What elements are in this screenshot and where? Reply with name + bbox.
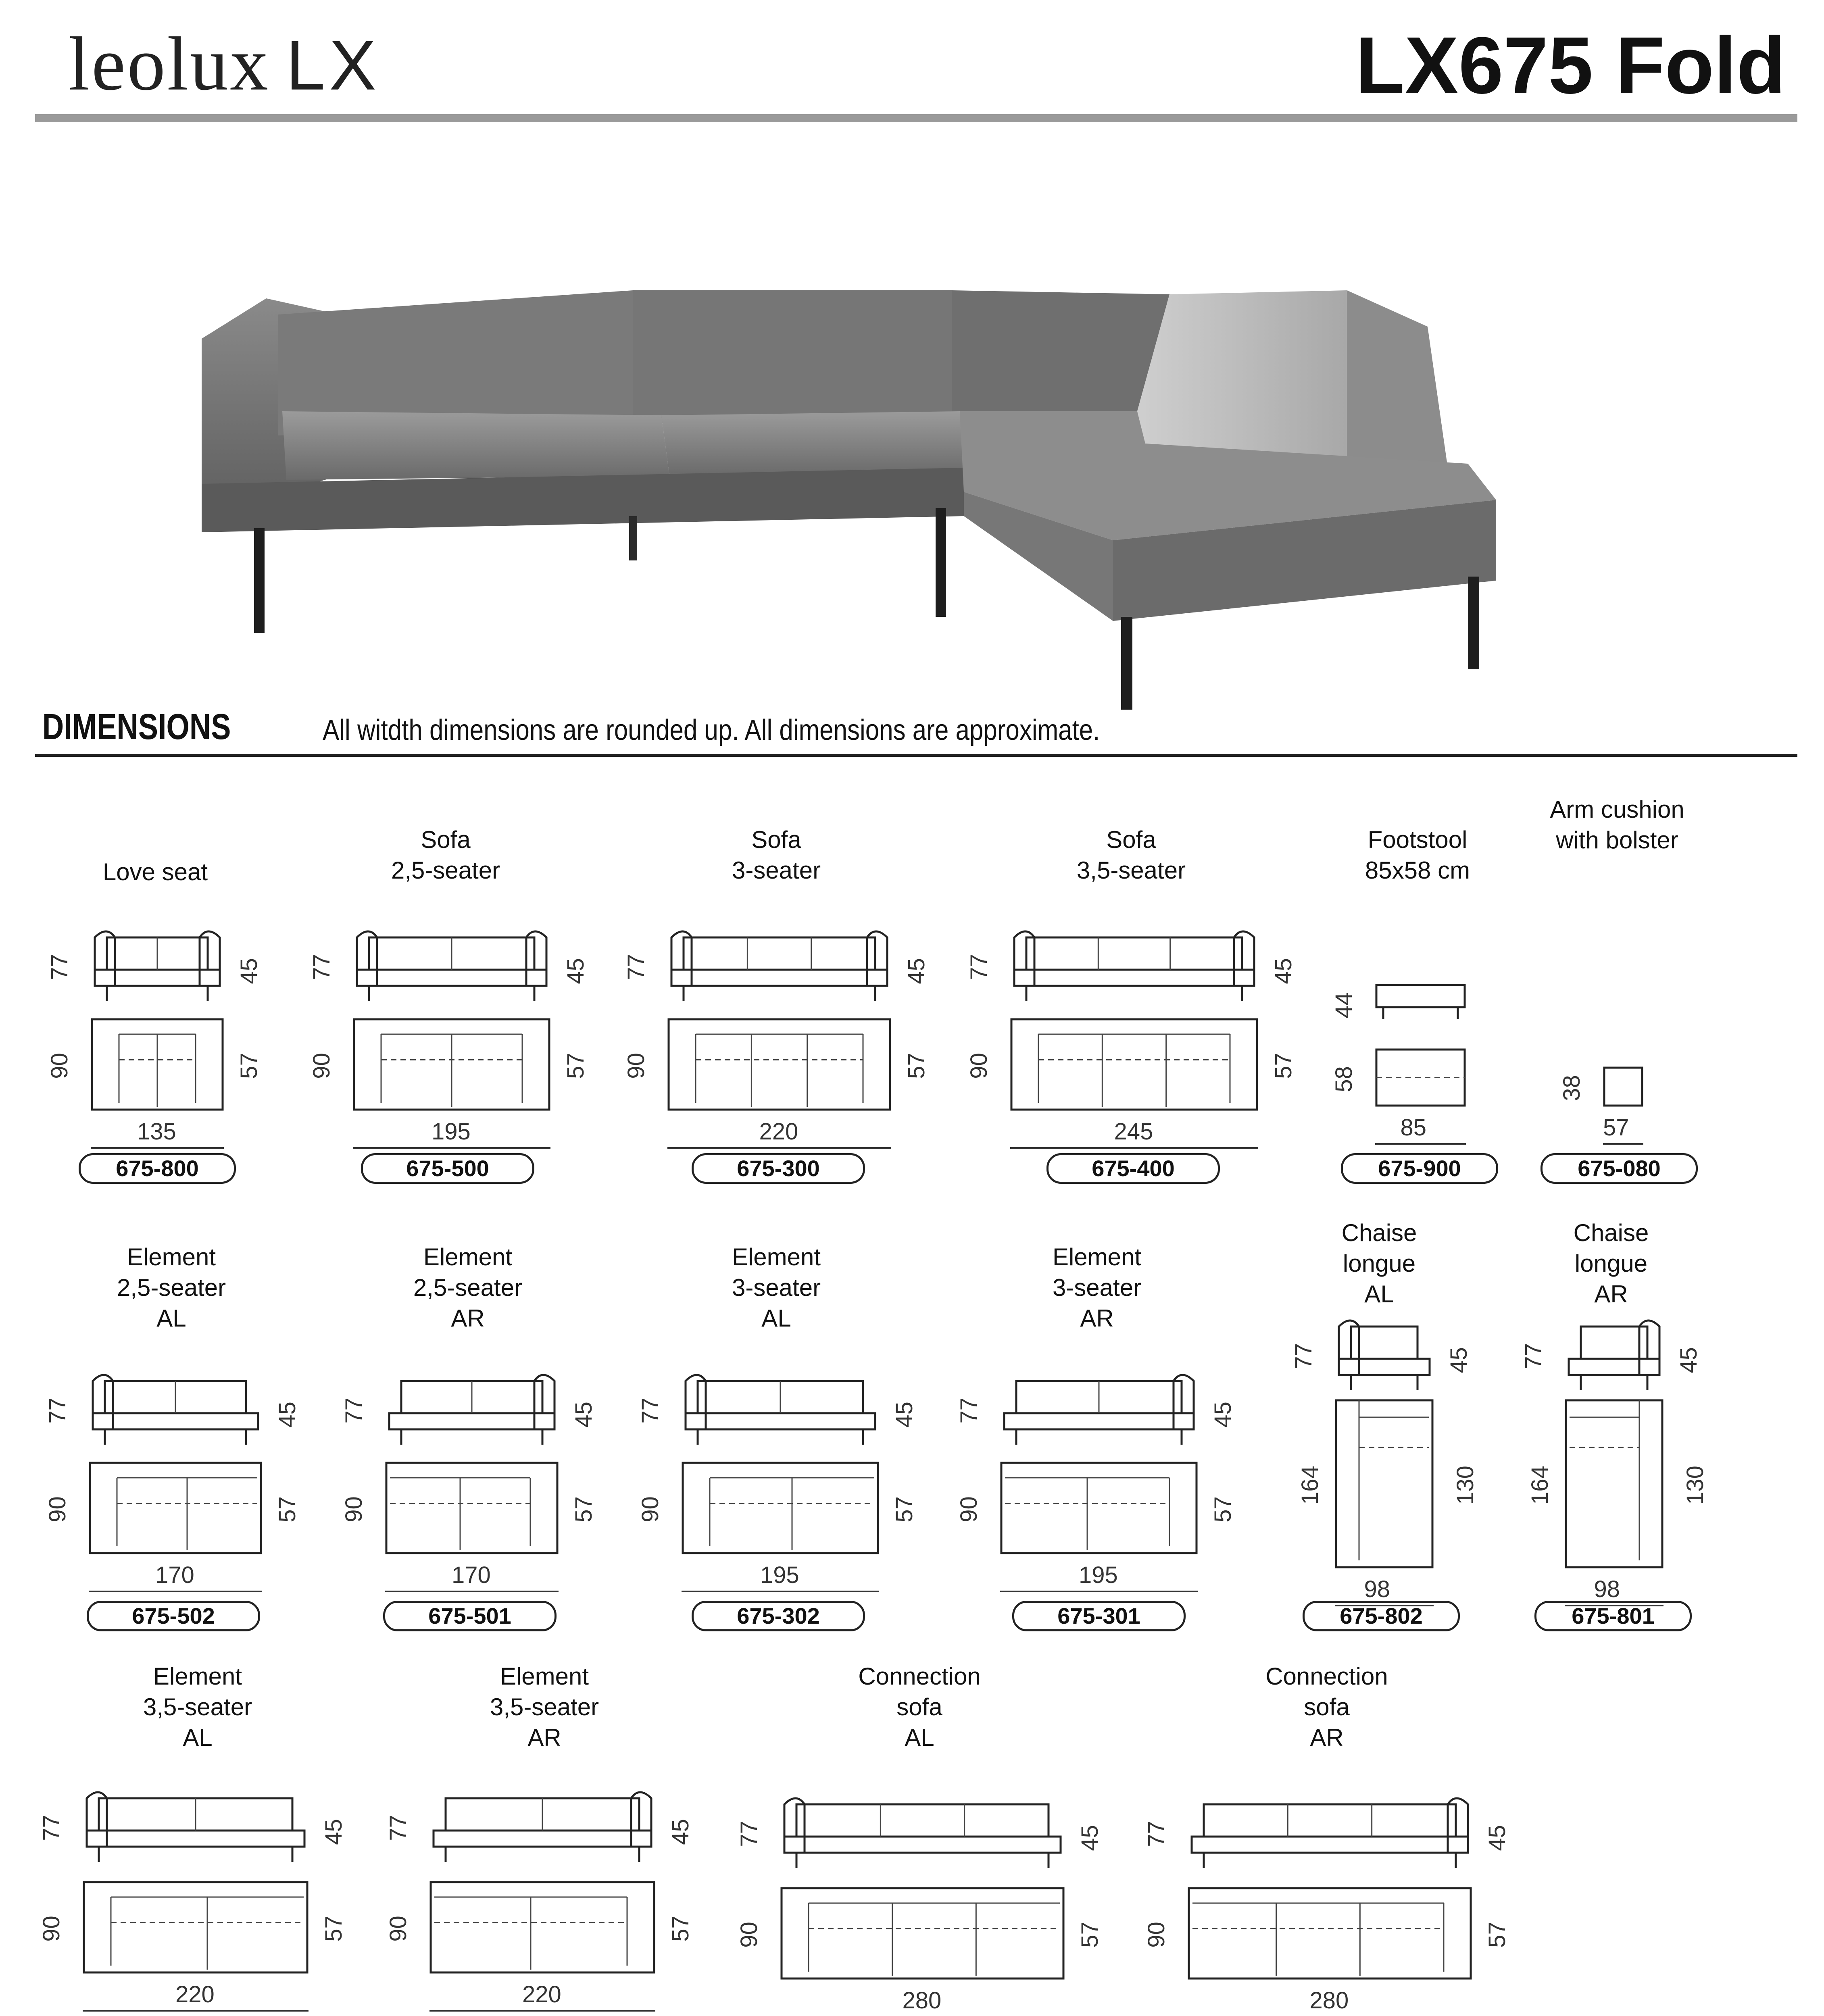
depth-label: 164 — [1297, 1466, 1323, 1505]
item-caption-line: Element — [153, 1663, 242, 1690]
article-code-badge: 675-500 — [361, 1153, 534, 1184]
seat-height-label: 45 — [903, 958, 930, 984]
seat-depth-label: 57 — [1076, 1922, 1103, 1948]
width-label: 195 — [432, 1118, 471, 1145]
brand-mark: LX — [286, 26, 380, 105]
item-caption-line: AR — [1594, 1281, 1628, 1308]
depth-label: 58 — [1330, 1066, 1357, 1092]
width-dimension-line — [667, 1147, 891, 1149]
item-caption-line: 3-seater — [732, 1274, 821, 1301]
top-plan-drawing — [682, 1462, 879, 1554]
front-elevation-drawing — [91, 925, 224, 1002]
width-label: 245 — [1114, 1118, 1153, 1145]
item-caption-line: Element — [500, 1663, 589, 1690]
seat-height-label: 45 — [562, 958, 589, 984]
top-plan-drawing — [89, 1462, 262, 1554]
width-dimension-line — [353, 1147, 550, 1149]
article-code-badge: 675-900 — [1341, 1153, 1498, 1184]
front-elevation-drawing — [682, 1369, 879, 1445]
width-label: 220 — [759, 1118, 798, 1145]
width-label: 170 — [155, 1562, 194, 1588]
height-label: 77 — [623, 954, 649, 980]
item-caption-line: sofa — [1304, 1693, 1350, 1720]
depth-label: 90 — [308, 1053, 335, 1079]
top-plan-drawing — [91, 1018, 224, 1111]
item-caption — [1365, 825, 1470, 886]
item-caption — [1265, 1661, 1388, 1753]
depth-label: 90 — [385, 1916, 411, 1942]
brand-logo — [69, 20, 380, 108]
height-label: 77 — [955, 1397, 982, 1424]
width-label: 220 — [522, 1981, 561, 2008]
item-caption — [490, 1661, 599, 1753]
top-plan-drawing — [83, 1881, 309, 1974]
item-caption-line: 3,5-seater — [490, 1693, 599, 1720]
width-dimension-line — [83, 2010, 309, 2012]
width-dimension-line — [91, 1147, 224, 1149]
footstool-elevation-drawing — [1375, 984, 1466, 1020]
depth-label: 38 — [1558, 1075, 1585, 1101]
arm-cushion-plan-drawing — [1603, 1066, 1643, 1107]
depth-label: 90 — [955, 1496, 982, 1522]
width-label: 98 — [1364, 1576, 1390, 1602]
height-label: 44 — [1330, 992, 1357, 1018]
article-code-badge: 675-080 — [1540, 1153, 1698, 1184]
seat-height-label: 45 — [1445, 1347, 1472, 1373]
item-caption-line: Connection — [858, 1663, 981, 1690]
seat-height-label: 45 — [236, 958, 262, 984]
seat-depth-label: 57 — [1484, 1922, 1510, 1948]
item-caption-line: AL — [183, 1724, 213, 1751]
width-label: 280 — [902, 1987, 942, 2014]
height-label: 77 — [965, 954, 992, 980]
item-caption — [858, 1661, 981, 1753]
height-label: 77 — [1290, 1343, 1317, 1369]
item-caption-line: AL — [905, 1724, 934, 1751]
item-caption-line: 2,5-seater — [391, 857, 500, 884]
item-caption-line: Love seat — [102, 858, 208, 885]
width-dimension-line — [1603, 1143, 1643, 1145]
depth-label: 90 — [46, 1053, 73, 1079]
brand-name: leolux — [69, 22, 270, 106]
item-caption-line: 2,5-seater — [117, 1274, 226, 1301]
height-label: 77 — [46, 954, 73, 980]
depth-label: 90 — [637, 1496, 663, 1522]
front-elevation-drawing — [1188, 1792, 1472, 1869]
item-caption-line: AL — [156, 1305, 186, 1332]
front-elevation-drawing — [429, 1786, 655, 1863]
item-caption-line: AL — [1364, 1281, 1394, 1308]
seat-depth-label: 130 — [1682, 1466, 1708, 1505]
item-caption — [1574, 1218, 1649, 1310]
item-caption — [143, 1661, 252, 1753]
height-label: 77 — [1143, 1821, 1169, 1847]
item-caption — [732, 1242, 821, 1334]
width-dimension-line — [682, 1591, 879, 1592]
seat-height-label: 45 — [1209, 1402, 1236, 1428]
article-code-badge: 675-802 — [1303, 1601, 1460, 1631]
depth-label: 90 — [965, 1053, 992, 1079]
item-caption-line: 3,5-seater — [1076, 857, 1186, 884]
width-dimension-line — [385, 1591, 559, 1592]
seat-depth-label: 57 — [274, 1496, 300, 1522]
item-caption-line: 3-seater — [1052, 1274, 1142, 1301]
item-caption-line: AR — [527, 1724, 561, 1751]
width-label: 195 — [760, 1562, 799, 1588]
item-caption-line: Element — [127, 1243, 216, 1270]
height-label: 77 — [385, 1815, 411, 1841]
width-label: 57 — [1603, 1114, 1629, 1141]
seat-depth-label: 57 — [1270, 1053, 1297, 1079]
item-caption — [103, 857, 208, 887]
header-divider — [35, 114, 1797, 122]
item-caption — [413, 1242, 522, 1334]
width-label: 85 — [1400, 1114, 1427, 1141]
item-caption-line: Element — [732, 1243, 821, 1270]
width-label: 280 — [1309, 1987, 1349, 2014]
height-label: 77 — [308, 954, 335, 980]
item-caption-line: Arm cushion — [1550, 796, 1684, 823]
item-caption-line: Connection — [1265, 1663, 1388, 1690]
article-code-badge: 675-801 — [1534, 1601, 1692, 1631]
width-dimension-line — [1375, 1143, 1466, 1145]
seat-height-label: 45 — [1484, 1825, 1510, 1851]
article-code-badge: 675-502 — [87, 1601, 260, 1631]
product-title: LX675 Fold — [1355, 21, 1786, 110]
seat-depth-label: 57 — [236, 1053, 262, 1079]
article-code-badge: 675-300 — [692, 1153, 865, 1184]
seat-height-label: 45 — [274, 1402, 300, 1428]
article-code-badge: 675-301 — [1012, 1601, 1186, 1631]
item-caption — [1550, 794, 1684, 856]
height-label: 77 — [340, 1397, 367, 1424]
depth-label: 90 — [38, 1916, 65, 1942]
top-plan-drawing — [1010, 1018, 1258, 1111]
seat-depth-label: 57 — [570, 1496, 597, 1522]
height-label: 77 — [1520, 1343, 1547, 1369]
width-label: 98 — [1594, 1576, 1620, 1602]
height-label: 77 — [44, 1397, 71, 1424]
front-elevation-drawing — [1010, 925, 1258, 1002]
seat-height-label: 45 — [1076, 1825, 1103, 1851]
depth-label: 90 — [736, 1922, 762, 1948]
item-caption-line: 3,5-seater — [143, 1693, 252, 1720]
seat-height-label: 45 — [667, 1819, 694, 1845]
width-dimension-line — [429, 2010, 655, 2012]
sofa-photo — [186, 290, 1557, 714]
top-plan-drawing — [385, 1462, 559, 1554]
front-elevation-drawing — [667, 925, 891, 1002]
seat-height-label: 45 — [891, 1402, 917, 1428]
item-caption-line: 2,5-seater — [413, 1274, 523, 1301]
width-dimension-line — [1000, 1591, 1198, 1592]
width-label: 135 — [137, 1118, 176, 1145]
item-caption — [391, 825, 500, 886]
height-label: 77 — [38, 1815, 65, 1841]
dimensions-divider — [35, 754, 1797, 757]
article-code-badge: 675-800 — [79, 1153, 236, 1184]
item-caption-line: Sofa — [751, 826, 801, 853]
item-caption-line: AR — [451, 1305, 485, 1332]
seat-depth-label: 57 — [903, 1053, 930, 1079]
seat-depth-label: 57 — [562, 1053, 589, 1079]
item-caption-line: Element — [423, 1243, 513, 1270]
item-caption — [732, 825, 821, 886]
top-plan-drawing — [429, 1881, 655, 1974]
item-caption-line: AL — [761, 1305, 791, 1332]
width-dimension-line — [1010, 1147, 1258, 1149]
chaise-plan-drawing — [1565, 1399, 1663, 1568]
front-elevation-drawing — [1565, 1314, 1663, 1391]
item-caption-line: with bolster — [1556, 827, 1678, 854]
seat-depth-label: 57 — [1209, 1496, 1236, 1522]
front-elevation-drawing — [1335, 1314, 1434, 1391]
front-elevation-drawing — [1000, 1369, 1198, 1445]
height-label: 77 — [637, 1397, 663, 1424]
footstool-plan-drawing — [1375, 1048, 1466, 1107]
seat-height-label: 45 — [1675, 1347, 1702, 1373]
depth-label: 90 — [623, 1053, 649, 1079]
height-label: 77 — [736, 1821, 762, 1847]
item-caption-line: longue — [1574, 1250, 1648, 1277]
item-caption-line: longue — [1342, 1250, 1416, 1277]
item-caption — [1053, 1242, 1141, 1334]
width-label: 220 — [175, 1981, 215, 2008]
width-label: 195 — [1079, 1562, 1118, 1588]
seat-depth-label: 130 — [1452, 1466, 1478, 1505]
seat-depth-label: 57 — [667, 1916, 694, 1942]
article-code-badge: 675-501 — [383, 1601, 557, 1631]
item-caption-line: Footstool — [1367, 826, 1468, 853]
item-caption-line: Chaise — [1341, 1219, 1417, 1246]
seat-height-label: 45 — [320, 1819, 347, 1845]
depth-label: 90 — [340, 1496, 367, 1522]
seat-depth-label: 57 — [320, 1916, 347, 1942]
front-elevation-drawing — [353, 925, 550, 1002]
depth-label: 164 — [1526, 1466, 1553, 1505]
article-code-badge: 675-400 — [1046, 1153, 1220, 1184]
front-elevation-drawing — [89, 1369, 262, 1445]
width-dimension-line — [89, 1591, 262, 1592]
seat-height-label: 45 — [570, 1402, 597, 1428]
article-code-badge: 675-302 — [692, 1601, 865, 1631]
item-caption-line: 3-seater — [732, 857, 821, 884]
item-caption-line: Chaise — [1573, 1219, 1649, 1246]
top-plan-drawing — [353, 1018, 550, 1111]
item-caption-line: sofa — [896, 1693, 942, 1720]
depth-label: 90 — [44, 1496, 71, 1522]
front-elevation-drawing — [385, 1369, 559, 1445]
chaise-plan-drawing — [1335, 1399, 1434, 1568]
item-caption-line: Element — [1052, 1243, 1142, 1270]
seat-height-label: 45 — [1270, 958, 1297, 984]
dimensions-heading: DIMENSIONS — [42, 707, 231, 747]
width-label: 170 — [452, 1562, 491, 1588]
item-caption — [1342, 1218, 1417, 1310]
item-caption-line: 85x58 cm — [1365, 857, 1470, 884]
seat-depth-label: 57 — [891, 1496, 917, 1522]
dimensions-note: All witdth dimensions are rounded up. All dimensions are approximate. — [323, 714, 1100, 746]
item-caption — [1077, 825, 1186, 886]
item-caption-line: Sofa — [1106, 826, 1156, 853]
depth-label: 90 — [1143, 1922, 1169, 1948]
item-caption-line: AR — [1310, 1724, 1344, 1751]
item-caption — [117, 1242, 226, 1334]
top-plan-drawing — [1000, 1462, 1198, 1554]
top-plan-drawing — [1188, 1887, 1472, 1980]
item-caption-line: Sofa — [421, 826, 471, 853]
top-plan-drawing — [780, 1887, 1065, 1980]
item-caption-line: AR — [1080, 1305, 1114, 1332]
front-elevation-drawing — [83, 1786, 309, 1863]
top-plan-drawing — [667, 1018, 891, 1111]
front-elevation-drawing — [780, 1792, 1065, 1869]
